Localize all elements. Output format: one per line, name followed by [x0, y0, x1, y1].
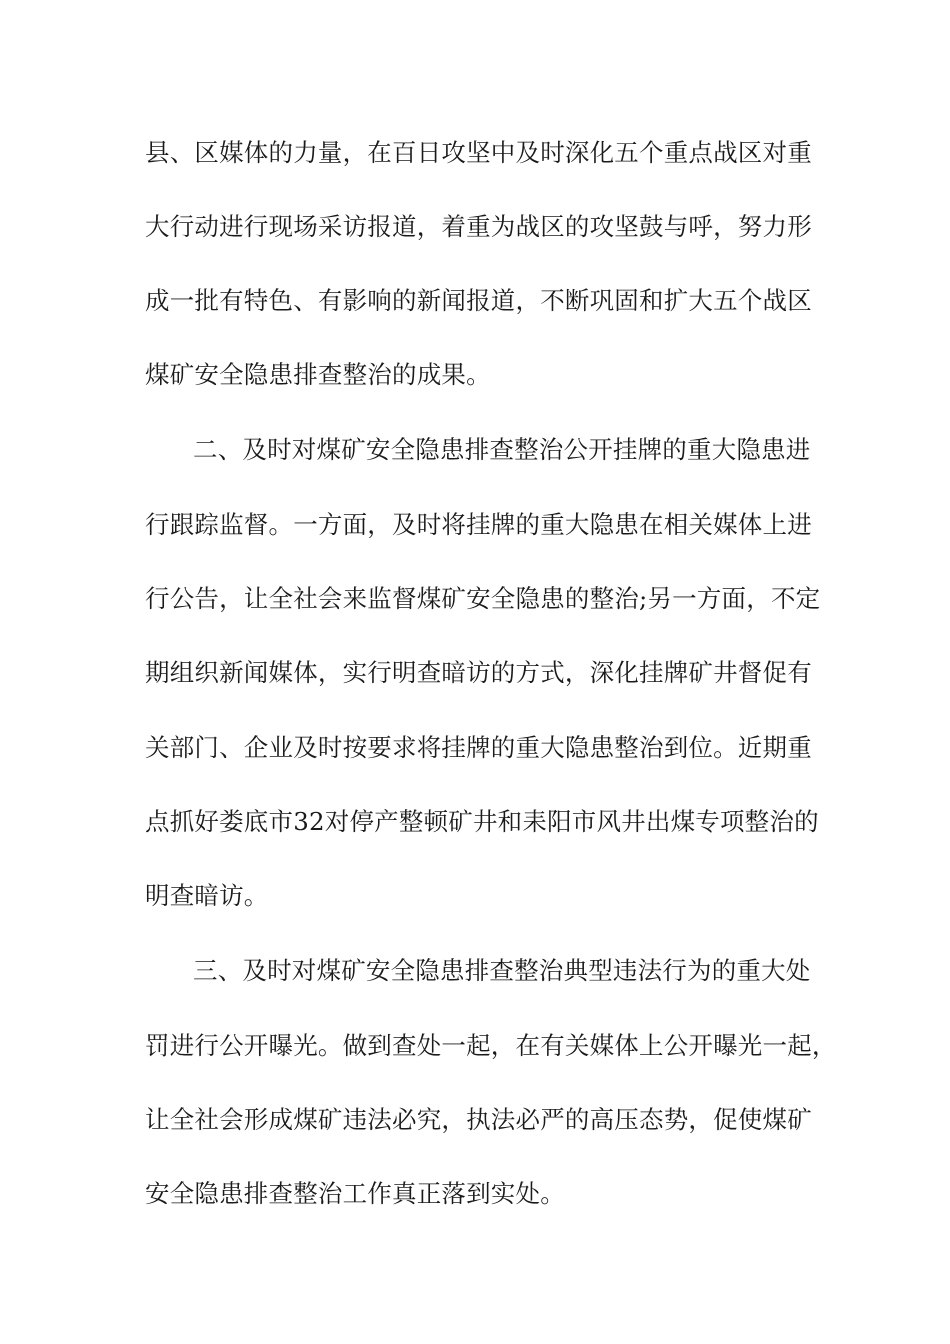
paragraph-1-line-3: 成一批有特色、有影响的新闻报道，不断巩固和扩大五个战区	[145, 286, 812, 315]
paragraph-2-line-3: 行公告，让全社会来监督煤矿安全隐患的整治;另一方面，不定	[145, 584, 821, 613]
paragraph-3-line-2: 罚进行公开曝光。做到查处一起，在有关媒体上公开曝光一起，	[145, 1031, 837, 1060]
paragraph-2-line-1: 二、及时对煤矿安全隐患排查整治公开挂牌的重大隐患进	[193, 435, 811, 464]
paragraph-2-line-6: 点抓好娄底市32对停产整顿矿井和耒阳市风井出煤专项整治的	[145, 807, 819, 836]
paragraph-2-line-7: 明查暗访。	[145, 881, 269, 910]
paragraph-3-line-1: 三、及时对煤矿安全隐患排查整治典型违法行为的重大处	[193, 956, 811, 985]
paragraph-1-line-1: 县、区媒体的力量，在百日攻坚中及时深化五个重点战区对重	[145, 138, 812, 167]
paragraph-2-line-4: 期组织新闻媒体，实行明查暗访的方式，深化挂牌矿井督促有	[145, 658, 812, 687]
paragraph-3-line-4: 安全隐患排查整治工作真正落到实处。	[145, 1179, 565, 1208]
paragraph-1-line-2: 大行动进行现场采访报道，着重为战区的攻坚鼓与呼，努力形	[145, 212, 812, 241]
paragraph-3-line-3: 让全社会形成煤矿违法必究，执法必严的高压态势，促使煤矿	[145, 1105, 812, 1134]
paragraph-2-line-2: 行跟踪监督。一方面，及时将挂牌的重大隐患在相关媒体上进	[145, 510, 812, 539]
paragraph-2-line-5: 关部门、企业及时按要求将挂牌的重大隐患整治到位。近期重	[145, 733, 812, 762]
paragraph-1-line-4: 煤矿安全隐患排查整治的成果。	[145, 360, 491, 389]
